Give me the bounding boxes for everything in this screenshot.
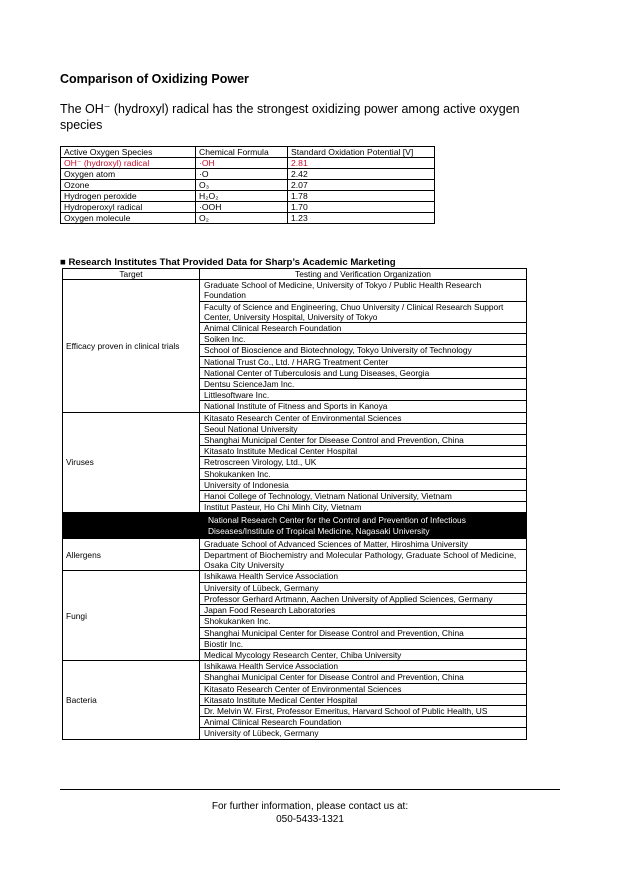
institutes-heading: ■ Research Institutes That Provided Data for Sharp’s Academic Marketing (60, 257, 396, 268)
organization-name: University of Indonesia (200, 479, 527, 490)
organization-name: Animal Clinical Research Foundation (200, 717, 527, 728)
organization-name: Littlesoftware Inc. (200, 390, 527, 401)
organization-name: Animal Clinical Research Foundation (200, 323, 527, 334)
potential-cell: 2.81 (288, 158, 435, 169)
organization-name: Retroscreen Virology, Ltd., UK (200, 457, 527, 468)
organization-name: Shokukanken Inc. (200, 616, 527, 627)
organization-name: Kitasato Research Center of Environmental Sciences (200, 683, 527, 694)
organization-name: Seoul National University (200, 423, 527, 434)
oxidizing-power-table (60, 146, 435, 224)
organization-name: National Institute of Fitness and Sports in Kanoya (200, 401, 527, 412)
formula-cell: ·OOH (196, 202, 288, 213)
institute-row (63, 280, 527, 301)
formula-cell: O₃ (196, 180, 288, 191)
formula-cell: H₂O₂ (196, 191, 288, 202)
organization-name: Ishikawa Health Service Association (200, 571, 527, 582)
target-category: Fungi (63, 571, 200, 661)
header-formula: Chemical Formula (196, 147, 288, 158)
header-species: Active Oxygen Species (61, 147, 196, 158)
species-cell: OH⁻ (hydroxyl) radical (61, 158, 196, 169)
organization-name: Soiken Inc. (200, 334, 527, 345)
organization-name: Institut Pasteur, Ho Chi Minh City, Vietnam (200, 502, 527, 513)
potential-cell: 2.42 (288, 169, 435, 180)
page-subtitle: The OH⁻ (hydroxyl) radical has the strongest oxidizing power among active oxygen species (60, 102, 520, 132)
institute-row (63, 571, 527, 582)
page-title: Comparison of Oxidizing Power (60, 72, 249, 86)
footer-contact-line: For further information, please contact us at: (211, 801, 409, 812)
institute-row (63, 538, 527, 549)
organization-name: University of Lübeck, Germany (200, 728, 527, 739)
oxidizing-table-row (61, 191, 435, 202)
organization-name: National Research Center for the Control and Prevention of Infectious Diseases/Institute of Tropical Medicine, Nagasaki University (200, 513, 527, 538)
organization-name: Kitasato Institute Medical Center Hospital (200, 446, 527, 457)
organization-name: Shanghai Municipal Center for Disease Control and Prevention, China (200, 672, 527, 683)
organization-name: Kitasato Institute Medical Center Hospital (200, 694, 527, 705)
organization-name: Hanoi College of Technology, Vietnam National University, Vietnam (200, 491, 527, 502)
potential-cell: 1.70 (288, 202, 435, 213)
institutes-header-row (63, 269, 527, 280)
potential-cell: 1.78 (288, 191, 435, 202)
organization-name: University of Lübeck, Germany (200, 582, 527, 593)
organization-name: Graduate School of Advanced Sciences of Matter, Hiroshima University (200, 538, 527, 549)
institute-row (63, 661, 527, 672)
organization-name: Ishikawa Health Service Association (200, 661, 527, 672)
organization-name: Shanghai Municipal Center for Disease Control and Prevention, China (200, 435, 527, 446)
institutes-table (62, 268, 527, 740)
organization-name: Kitasato Research Center of Environmental Sciences (200, 412, 527, 423)
organization-name: National Trust Co., Ltd. / HARG Treatment Center (200, 356, 527, 367)
organization-name: Japan Food Research Laboratories (200, 605, 527, 616)
organization-name: National Center of Tuberculosis and Lung Diseases, Georgia (200, 367, 527, 378)
organization-name: Dentsu ScienceJam Inc. (200, 379, 527, 390)
oxidizing-table-row (61, 213, 435, 224)
organization-name: Professor Gerhard Artmann, Aachen University of Applied Sciences, Germany (200, 593, 527, 604)
target-category: Bacteria (63, 661, 200, 739)
species-cell: Ozone (61, 180, 196, 191)
institute-row (63, 513, 527, 538)
target-category: Viruses (63, 412, 200, 513)
footer-divider (60, 789, 560, 790)
header-target: Target (63, 269, 200, 280)
organization-name: Shanghai Municipal Center for Disease Control and Prevention, China (200, 627, 527, 638)
oxidizing-table-row (61, 169, 435, 180)
footer-phone-number: 050-5433-1321 (276, 814, 344, 825)
organization-name: School of Bioscience and Biotechnology, Tokyo University of Technology (200, 345, 527, 356)
organization-name: Medical Mycology Research Center, Chiba University (200, 649, 527, 660)
species-cell: Oxygen atom (61, 169, 196, 180)
footer (60, 800, 560, 826)
species-cell: Hydroperoxyl radical (61, 202, 196, 213)
oxidizing-table-row (61, 158, 435, 169)
header-organization: Testing and Verification Organization (200, 269, 527, 280)
organization-name: Faculty of Science and Engineering, Chuo University / Clinical Research Support Center, University Hospital, University of Tokyo (200, 301, 527, 322)
oxidizing-table-body (61, 147, 435, 224)
species-cell: Oxygen molecule (61, 213, 196, 224)
institute-row (63, 412, 527, 423)
organization-name: Department of Biochemistry and Molecular Pathology, Graduate School of Medicine, Osaka City University (200, 550, 527, 571)
header-potential: Standard Oxidation Potential [V] (288, 147, 435, 158)
potential-cell: 2.07 (288, 180, 435, 191)
target-category: Efficacy proven in clinical trials (63, 280, 200, 412)
oxidizing-table-header-row (61, 147, 435, 158)
organization-name: Biostir Inc. (200, 638, 527, 649)
formula-cell: ·O (196, 169, 288, 180)
potential-cell: 1.23 (288, 213, 435, 224)
organization-name: Dr. Melvin W. First, Professor Emeritus, Harvard School of Public Health, US (200, 705, 527, 716)
institutes-table-body (63, 269, 527, 740)
formula-cell: O₂ (196, 213, 288, 224)
target-category: Allergens (63, 538, 200, 571)
organization-name: Graduate School of Medicine, University of Tokyo / Public Health Research Foundation (200, 280, 527, 301)
formula-cell: ·OH (196, 158, 288, 169)
target-category (63, 513, 200, 538)
oxidizing-table-row (61, 202, 435, 213)
oxidizing-table-row (61, 180, 435, 191)
organization-name: Shokukanken Inc. (200, 468, 527, 479)
species-cell: Hydrogen peroxide (61, 191, 196, 202)
